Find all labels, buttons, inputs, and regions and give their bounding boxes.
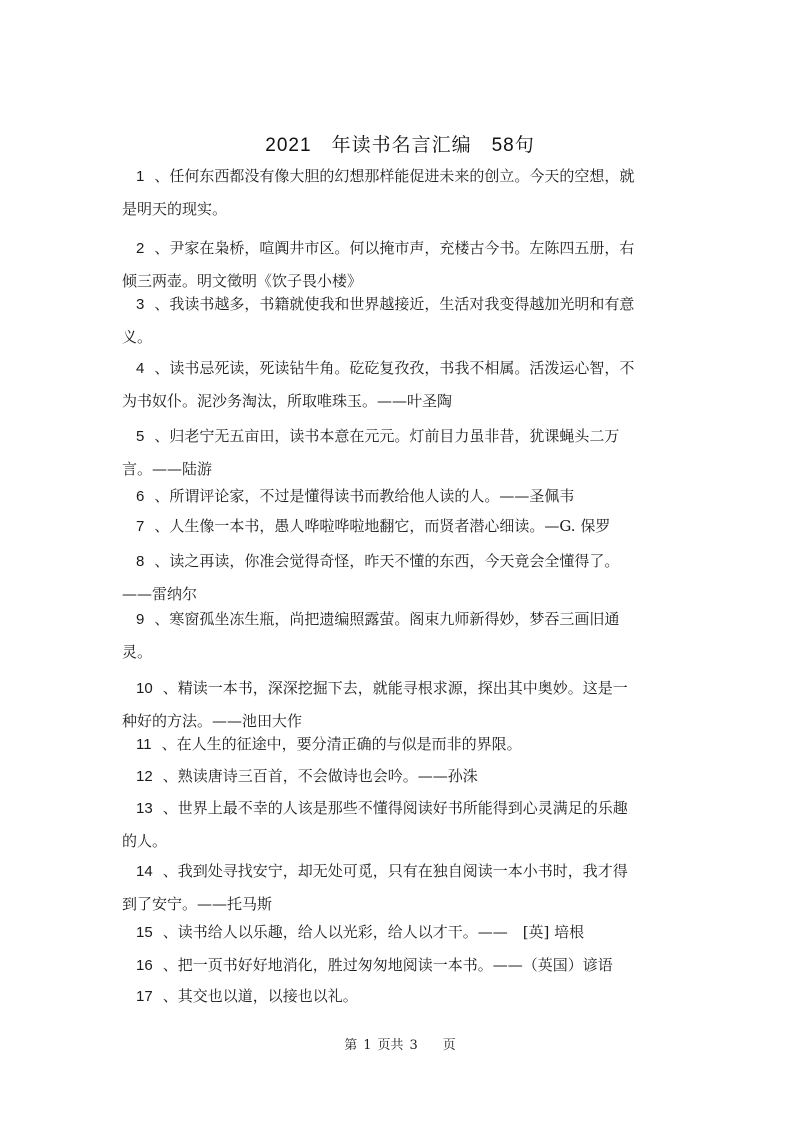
quote-number: 17 (136, 988, 153, 1005)
quote-entry (122, 480, 642, 513)
quote-entry (122, 949, 642, 982)
quote-number: 6 (136, 488, 145, 505)
quote-text: 、读之再读，你准会觉得奇怪，昨天不懂的东西，今天竟会全懂得了。——雷纳尔 (122, 552, 620, 603)
quote-entry (122, 288, 642, 354)
quote-number: 9 (136, 611, 145, 628)
quote-entry (122, 603, 642, 669)
page-current: 1 (363, 1038, 372, 1053)
quote-number: 12 (136, 768, 153, 785)
quote-number: 14 (136, 863, 153, 880)
quote-text: 、读书给人以乐趣，给人以光彩，给人以才干。—— [英] 培根 (162, 923, 585, 941)
quote-text: 、所谓评论家，不过是懂得读书而教给他人读的人。——圣佩韦 (154, 487, 575, 505)
quote-number: 15 (136, 924, 153, 941)
quote-number: 11 (136, 736, 152, 753)
quote-number: 1 (136, 168, 145, 185)
page-suffix: 页 (442, 1038, 456, 1053)
document-title: 2021 年读书名言汇编 58句 (265, 135, 535, 156)
quote-number: 10 (136, 680, 153, 697)
quote-entry (122, 420, 642, 486)
quote-entry (122, 160, 642, 226)
quote-text: 、熟读唐诗三百首，不会做诗也会吟。——孙洙 (162, 767, 478, 785)
page-prefix: 第 (344, 1038, 358, 1053)
quote-number: 3 (136, 296, 145, 313)
page-total: 3 (409, 1038, 418, 1053)
quote-number: 16 (136, 957, 153, 974)
quote-entry (122, 980, 642, 1013)
quote-entry (122, 916, 642, 949)
page-middle: 页共 (377, 1038, 404, 1053)
quote-text: 、任何东西都没有像大胆的幻想那样能促进未来的创立。今天的空想，就是明天的现实。 (122, 167, 635, 218)
quote-number: 8 (136, 553, 145, 570)
quote-text: 、尹家在枭桥，喧阗井市区。何以掩市声，充楼古今书。左陈四五册，右倾三两壶。明文徵明《饮子畏小楼》 (122, 239, 635, 290)
quote-entry (122, 352, 642, 418)
quote-entry (122, 545, 642, 611)
quote-number: 7 (136, 518, 145, 535)
quote-entry (122, 792, 642, 858)
quote-entry (122, 728, 642, 761)
quote-text: 、人生像一本书，愚人哗啦哗啦地翻它，而贤者潜心细读。—G. 保罗 (154, 517, 611, 535)
quote-number: 13 (136, 800, 153, 817)
quote-text: 、把一页书好好地消化，胜过匆匆地阅读一本书。——（英国）谚语 (162, 956, 613, 974)
quote-number: 4 (136, 360, 145, 377)
quote-text: 、寒窗孤坐冻生瓶，尚把遗编照露萤。阁束九师新得妙，梦吞三画旧通灵。 (122, 610, 620, 661)
quote-text: 、我到处寻找安宁，却无处可觅，只有在独自阅读一本小书时，我才得到了安宁。——托马斯 (122, 862, 628, 913)
quote-text: 、精读一本书，深深挖掘下去，就能寻根求源，探出其中奥妙。这是一种好的方法。——池田大作 (122, 679, 628, 730)
quote-text: 、我读书越多，书籍就使我和世界越接近，生活对我变得越加光明和有意义。 (122, 295, 635, 346)
page-footer (0, 1034, 800, 1053)
quote-entry (122, 760, 642, 793)
quote-text: 、其交也以道，以接也以礼。 (162, 987, 358, 1005)
quote-text: 、归老宁无五亩田，读书本意在元元。灯前目力虽非昔，犹课蝇头二万言。——陆游 (122, 427, 620, 478)
quote-entry (122, 855, 642, 921)
quote-number: 5 (136, 428, 145, 445)
quote-entry (122, 510, 642, 543)
quote-text: 、读书忌死读，死读钻牛角。矻矻复孜孜，书我不相属。活泼运心智，不为书奴仆。泥沙务淘汰，所取唯珠玉。——叶圣陶 (122, 359, 635, 410)
quote-number: 2 (136, 240, 145, 257)
quote-text: 、世界上最不幸的人该是那些不懂得阅读好书所能得到心灵满足的乐趣的人。 (122, 799, 628, 850)
quote-text: 、在人生的征途中，要分清正确的与似是而非的界限。 (161, 735, 522, 753)
